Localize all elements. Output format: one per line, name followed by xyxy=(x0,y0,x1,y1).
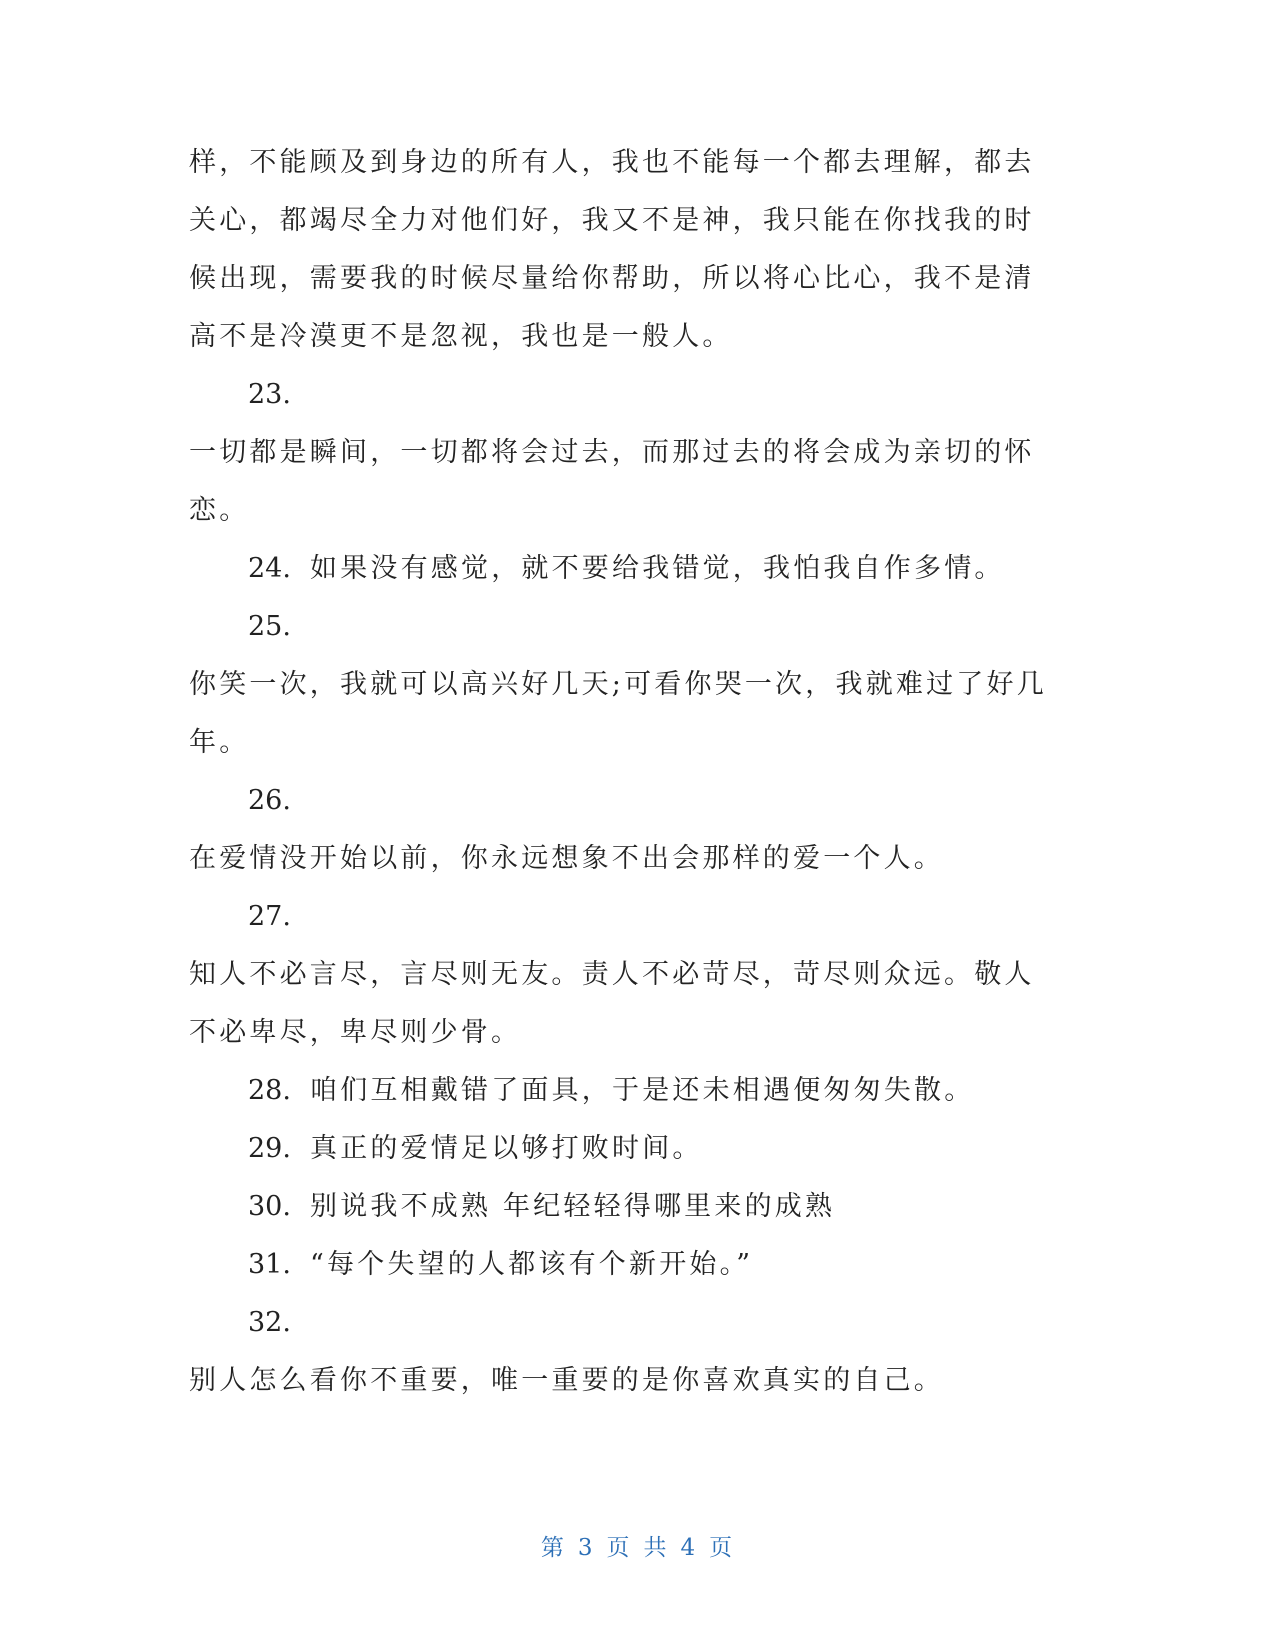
list-item-text: 真正的爱情足以够打败时间。 xyxy=(310,1133,703,1164)
total-pages: 4 xyxy=(680,1535,698,1561)
text-line: 样，不能顾及到身边的所有人，我也不能每一个都去理解，都去 xyxy=(189,147,1035,178)
list-item xyxy=(248,1071,1128,1111)
text-line: 候出现，需要我的时候尽量给你帮助，所以将心比心，我不是清 xyxy=(189,263,1035,294)
list-item-text: 知人不必言尽，言尽则无友。责人不必苛尽，苛尽则众远。敬人 xyxy=(189,959,1035,990)
footer-label: 第 xyxy=(540,1535,566,1561)
list-item-text: 你笑一次，我就可以高兴好几天;可看你哭一次，我就难过了好几 xyxy=(189,669,1047,700)
list-item-number: 25. xyxy=(248,611,291,642)
list-item-text: 咱们互相戴错了面具，于是还未相遇便匆匆失散。 xyxy=(310,1075,975,1106)
footer-label: 共 xyxy=(643,1535,669,1561)
list-item xyxy=(248,1245,1128,1285)
text-line: 关心，都竭尽全力对他们好，我又不是神，我只能在你找我的时 xyxy=(189,205,1035,236)
list-item-text: 恋。 xyxy=(189,495,250,526)
list-item-number: 32. xyxy=(248,1307,291,1338)
list-item-number: 23. xyxy=(248,379,291,410)
text-line: 高不是冷漠更不是忽视，我也是一般人。 xyxy=(189,321,733,352)
list-item-number: 31. xyxy=(248,1249,291,1280)
list-item-number: 26. xyxy=(248,785,291,816)
list-item-text: 如果没有感觉，就不要给我错觉，我怕我自作多情。 xyxy=(310,553,1005,584)
list-item-text: 别人怎么看你不重要，唯一重要的是你喜欢真实的自己。 xyxy=(189,1365,944,1396)
list-item-number: 27. xyxy=(248,901,291,932)
list-item xyxy=(248,1187,1128,1227)
footer-label: 页 xyxy=(709,1535,735,1561)
list-item-text: 年。 xyxy=(189,727,250,758)
footer-label: 页 xyxy=(606,1535,632,1561)
list-item xyxy=(248,1129,1128,1169)
list-item xyxy=(248,549,1128,589)
list-item-number: 30. xyxy=(248,1191,291,1222)
list-item-text: 一切都是瞬间，一切都将会过去，而那过去的将会成为亲切的怀 xyxy=(189,437,1035,468)
list-item-number: 29. xyxy=(248,1133,291,1164)
list-item-number: 28. xyxy=(248,1075,291,1106)
list-item-text: 不必卑尽，卑尽则少骨。 xyxy=(189,1017,522,1048)
page-footer xyxy=(0,1533,1275,1563)
page-number: 3 xyxy=(577,1535,595,1561)
list-item-text: 别说我不成熟 年纪轻轻得哪里来的成熟 xyxy=(310,1191,836,1222)
list-item-text: “每个失望的人都该有个新开始。” xyxy=(310,1249,754,1280)
list-item-number: 24. xyxy=(248,553,291,584)
list-item-text: 在爱情没开始以前，你永远想象不出会那样的爱一个人。 xyxy=(189,843,944,874)
